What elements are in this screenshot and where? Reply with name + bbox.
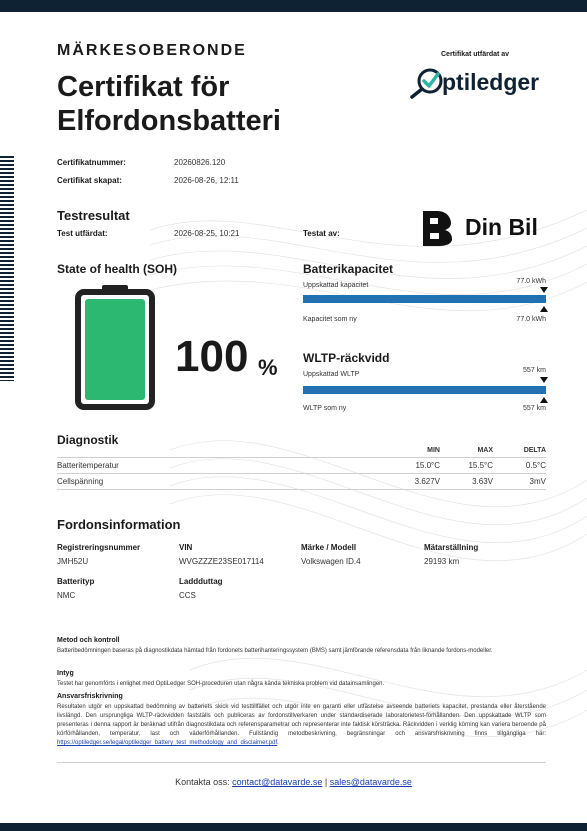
din-bil-logo bbox=[421, 209, 546, 247]
certification-heading: Intyg bbox=[57, 670, 74, 677]
diagnostics-col-min: MIN bbox=[427, 447, 440, 454]
diagnostics-heading: Diagnostik bbox=[57, 433, 119, 447]
certificate-number-value: 20260826.120 bbox=[174, 158, 226, 167]
certificate-created-value: 2026-08-26, 12:11 bbox=[174, 176, 239, 185]
page-title-line1: Certifikat för bbox=[57, 71, 230, 103]
diagnostics-row-delta: 3mV bbox=[529, 477, 546, 486]
wltp-new-label: WLTP som ny bbox=[303, 405, 347, 412]
capacity-heading: Batterikapacitet bbox=[303, 262, 394, 276]
liability-text: Resultaten utgör en uppskattad bedömning av batteriets skick vid testtillfället och utgör inte en garanti eller utfästelse avseende batteriets kapacitet, prestanda eller återstående livslängd. Den ursprungliga WLTP-räckvidden fastställs och publiceras av fordonstillverkaren under standardiserade laboratorietest-förhållanden. Den uppskattade WLTP som presenteras i denna rapport är beräknad utifrån diagnostikdata och referensparametrar och representerar inte faktisk körsträcka. Räckvidden i verklig körning kan variera beroende på körförhållanden, temperatur, last och väderförhållanden. Fullständig metodbeskrivning, begränsningar och ansvarsfriskrivning finns tillgängliga här: bbox=[57, 704, 546, 737]
vehicle-field-value: 29193 km bbox=[424, 557, 460, 566]
certification-text: Testet har genomförts i enlighet med OptiLedger SOH-proceduren utan några kända tekniska problem vid datainsamlingen. bbox=[57, 681, 385, 687]
din-bil-logo-text: Din Bil bbox=[465, 214, 538, 240]
footer-rule bbox=[57, 762, 546, 763]
certificate-created-label: Certifikat skapat: bbox=[57, 176, 122, 185]
vehicle-field-value: WVGZZZE23SE017114 bbox=[179, 557, 264, 566]
vehicle-field-value: Volkswagen ID.4 bbox=[301, 557, 361, 566]
vehicle-field-label: Registreringsnummer bbox=[57, 543, 141, 552]
liability-link[interactable]: https://optiledger.se/legal/optiledger_battery_test_methodology_and_disclaimer.pdf bbox=[57, 740, 278, 746]
issuer-label: Certifikat utfärdat av bbox=[441, 51, 510, 58]
vehicle-field-label: Märke / Modell bbox=[301, 543, 357, 552]
capacity-new-marker-icon bbox=[540, 306, 548, 313]
footer-contact bbox=[0, 777, 587, 787]
diagnostics-row-min: 15.0°C bbox=[415, 461, 440, 470]
wltp-expected-label: Uppskattad WLTP bbox=[303, 371, 360, 378]
page-title-line2: Elfordonsbatteri bbox=[57, 105, 281, 137]
contact-label: Kontakta oss: bbox=[175, 777, 230, 787]
wltp-bar bbox=[303, 386, 546, 394]
diagnostics-row-delta: 0.5°C bbox=[525, 461, 546, 470]
kicker-text: MÄRKESOBERONDE bbox=[57, 42, 247, 59]
diagnostics-row-name: Batteritemperatur bbox=[57, 461, 119, 470]
wltp-heading: WLTP-räckvidd bbox=[303, 351, 390, 365]
diagnostics-header-rule bbox=[57, 457, 546, 458]
diagnostics-row-rule bbox=[57, 489, 546, 490]
capacity-expected-marker-icon bbox=[540, 287, 548, 294]
test-issued-value: 2026-08-25, 10:21 bbox=[174, 229, 240, 238]
tested-by-label: Testat av: bbox=[303, 229, 340, 238]
capacity-bar bbox=[303, 295, 546, 303]
wltp-expected-value: 557 km bbox=[523, 367, 546, 374]
vehicle-field-value: CCS bbox=[179, 591, 196, 600]
capacity-expected-label: Uppskattad kapacitet bbox=[303, 282, 369, 289]
optiledger-logo-text: ptiledger bbox=[442, 69, 540, 95]
bottom-bar bbox=[0, 823, 587, 831]
capacity-expected-value: 77.0 kWh bbox=[516, 278, 546, 285]
vehicle-field-label: Mätarställning bbox=[424, 543, 479, 552]
test-heading: Testresultat bbox=[57, 208, 130, 223]
din-bil-mark-icon bbox=[421, 209, 453, 247]
contact-separator: | bbox=[324, 777, 328, 787]
vehicle-field-label: VIN bbox=[179, 543, 193, 552]
diagnostics-row-rule bbox=[57, 473, 546, 474]
sales-email-link[interactable]: sales@datavarde.se bbox=[329, 777, 412, 787]
diagnostics-col-delta: DELTA bbox=[523, 447, 546, 454]
soh-heading: State of health (SOH) bbox=[57, 262, 178, 276]
vehicle-field-label: Batterityp bbox=[57, 577, 95, 586]
diagnostics-row-max: 15.5°C bbox=[468, 461, 493, 470]
liability-block: Resultaten utgör en uppskattad bedömning av batteriets skick vid testtillfället och utgör inte en garanti eller utfästelse avseende batteriets kapacitet, prestanda eller återstående livslängd. Den ursprungliga WLTP-räckvidden fastställs och publiceras av fordonstillverkaren under standardiserade laboratorietest-förhållanden. Den uppskattade WLTP som presenteras i denna rapport är beräknad utifrån diagnostikdata och referensparametrar och representerar inte faktisk körsträcka. Räckvidden i verklig körning kan variera beroende på körförhållanden, temperatur, last och väderförhållanden. Fullständig metodbeskrivning, begränsningar och ansvarsfriskrivning finns tillgängliga här: https://optiledger.se/legal/optiledger_battery_test_methodology_and_disclaimer.pdf. bbox=[57, 704, 546, 746]
battery-icon bbox=[75, 284, 155, 410]
method-text: Batteribedömningen baseras på diagnostikdata hämtad från fordonets batterihanteringssystem (BMS) samt jämförande referensdata från liknande fordons-modeller. bbox=[57, 648, 493, 654]
side-stripes-decoration bbox=[0, 156, 14, 381]
soh-unit: % bbox=[258, 355, 278, 380]
capacity-new-label: Kapacitet som ny bbox=[303, 316, 357, 323]
diagnostics-row-min: 3.627V bbox=[414, 477, 440, 486]
method-heading: Metod och kontroll bbox=[57, 637, 120, 644]
certificate-number-label: Certifikatnummer: bbox=[57, 158, 126, 167]
wltp-expected-marker-icon bbox=[540, 377, 548, 384]
vehicle-field-value: JMH52U bbox=[57, 557, 89, 566]
wltp-new-marker-icon bbox=[540, 397, 548, 404]
vehicle-field-label: Laddduttag bbox=[179, 577, 223, 586]
optiledger-logo bbox=[410, 64, 550, 100]
battery-fill bbox=[85, 299, 145, 400]
diagnostics-row-max: 3.63V bbox=[472, 477, 493, 486]
liability-heading: Ansvarsfriskrivning bbox=[57, 693, 123, 700]
contact-email-link[interactable]: contact@datavarde.se bbox=[232, 777, 323, 787]
test-issued-label: Test utfärdat: bbox=[57, 229, 108, 238]
diagnostics-row-name: Cellspänning bbox=[57, 477, 104, 486]
optiledger-check-icon bbox=[410, 64, 446, 100]
soh-value: 100 bbox=[175, 332, 249, 381]
vehicle-heading: Fordonsinformation bbox=[57, 517, 181, 532]
diagnostics-col-max: MAX bbox=[477, 447, 493, 454]
vehicle-field-value: NMC bbox=[57, 591, 76, 600]
capacity-new-value: 77.0 kWh bbox=[516, 316, 546, 323]
top-bar bbox=[0, 0, 587, 12]
wltp-new-value: 557 km bbox=[523, 405, 546, 412]
